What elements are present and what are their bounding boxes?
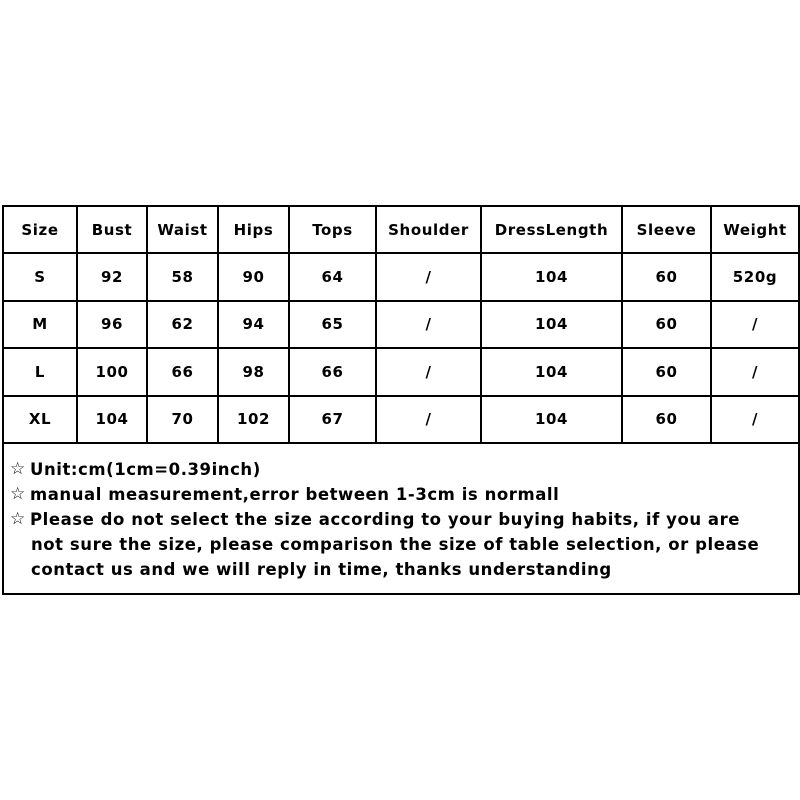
table-row: [4, 396, 798, 443]
table-cell: /: [376, 301, 481, 348]
table-row: [4, 301, 798, 348]
header-hips: Hips: [218, 207, 289, 253]
table-cell: 104: [77, 396, 147, 443]
note-text: Please do not select the size according to your buying habits, if you are: [30, 510, 741, 529]
table-header-row: [4, 207, 798, 253]
size-table: [4, 207, 798, 444]
table-cell: 70: [147, 396, 218, 443]
table-cell: 62: [147, 301, 218, 348]
header-bust: Bust: [77, 207, 147, 253]
table-row: [4, 253, 798, 300]
note-text: not sure the size, please comparison the size of table selection, or please: [31, 535, 760, 554]
table-cell: 104: [481, 348, 622, 395]
header-size: Size: [4, 207, 77, 253]
table-cell: L: [4, 348, 77, 395]
note-advice: [10, 507, 790, 532]
table-cell: S: [4, 253, 77, 300]
table-cell: 94: [218, 301, 289, 348]
table-cell: 58: [147, 253, 218, 300]
table-cell: 98: [218, 348, 289, 395]
table-cell: 60: [622, 301, 711, 348]
table-cell: 102: [218, 396, 289, 443]
table-cell: 100: [77, 348, 147, 395]
header-tops: Tops: [289, 207, 376, 253]
note-text: manual measurement,error between 1-3cm is normall: [30, 485, 560, 504]
note-measurement: [10, 482, 790, 507]
table-cell: 67: [289, 396, 376, 443]
note-advice-continued: [10, 557, 790, 582]
note-unit: [10, 457, 790, 482]
header-waist: Waist: [147, 207, 218, 253]
table-cell: /: [376, 348, 481, 395]
table-row: [4, 348, 798, 395]
table-cell: M: [4, 301, 77, 348]
note-text: contact us and we will reply in time, thanks understanding: [31, 560, 612, 579]
table-cell: 65: [289, 301, 376, 348]
table-cell: 64: [289, 253, 376, 300]
table-cell: XL: [4, 396, 77, 443]
star-icon: ☆: [10, 509, 26, 529]
note-advice-continued: [10, 532, 790, 557]
star-icon: ☆: [10, 459, 26, 479]
table-cell: 104: [481, 396, 622, 443]
note-text: Unit:cm(1cm=0.39inch): [30, 460, 261, 479]
header-sleeve: Sleeve: [622, 207, 711, 253]
header-weight: Weight: [711, 207, 798, 253]
table-cell: 90: [218, 253, 289, 300]
table-cell: 60: [622, 396, 711, 443]
table-cell: /: [376, 253, 481, 300]
table-cell: 96: [77, 301, 147, 348]
star-icon: ☆: [10, 484, 26, 504]
table-cell: /: [711, 396, 798, 443]
table-cell: /: [711, 348, 798, 395]
size-chart: [2, 205, 800, 595]
table-cell: 92: [77, 253, 147, 300]
table-cell: /: [376, 396, 481, 443]
table-cell: /: [711, 301, 798, 348]
size-notes: [10, 457, 790, 582]
table-cell: 104: [481, 301, 622, 348]
header-shoulder: Shoulder: [376, 207, 481, 253]
table-cell: 520g: [711, 253, 798, 300]
table-cell: 104: [481, 253, 622, 300]
table-cell: 60: [622, 348, 711, 395]
header-dress-length: DressLength: [481, 207, 622, 253]
table-cell: 66: [289, 348, 376, 395]
table-cell: 66: [147, 348, 218, 395]
table-cell: 60: [622, 253, 711, 300]
